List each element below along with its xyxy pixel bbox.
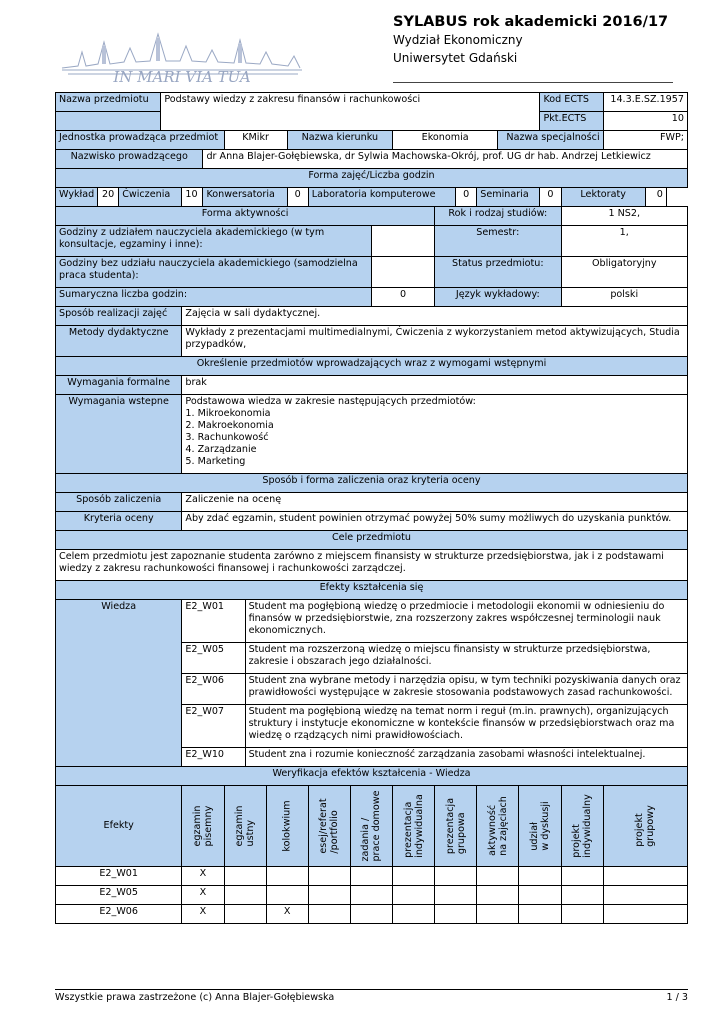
- ects-points: 10: [603, 112, 687, 131]
- verification-section-title: Weryfikacja efektów kształcenia - Wiedza: [56, 767, 688, 786]
- verification-mark: X: [266, 905, 308, 924]
- course-name-label-fill: [56, 112, 161, 131]
- verification-mark: [519, 886, 561, 905]
- verification-row: [56, 886, 688, 905]
- outcome-code: E2_W05: [182, 643, 245, 674]
- lecturers-label: Nazwisko prowadzącego: [56, 150, 203, 169]
- language-label: Język wykładowy:: [435, 288, 561, 307]
- verification-mark: [603, 867, 687, 886]
- method-header: projekt indywidualny: [561, 786, 603, 867]
- lecturers-value: dr Anna Blajer-Gołębiewska, dr Sylwia Machowska-Okrój, prof. UG dr hab. Andrzej Letkiewicz: [203, 150, 688, 169]
- formal-requirements-label: Wymagania formalne: [56, 376, 182, 395]
- method-header: aktywność na zajęciach: [477, 786, 519, 867]
- prerequisites-section-title: Określenie przedmiotów wprowadzających wraz z wymogami wstępnymi: [56, 357, 688, 376]
- lab-hours: 0: [456, 188, 477, 207]
- status-label: Status przedmiotu:: [435, 257, 561, 288]
- verification-mark: [519, 867, 561, 886]
- faculty-name: Wydział Ekonomiczny: [393, 33, 523, 47]
- self-study-value: [371, 257, 434, 288]
- major-label: Nazwa kierunku: [287, 131, 392, 150]
- seminar-hours: 0: [540, 188, 561, 207]
- method-header: zadania / prace domowe: [350, 786, 392, 867]
- verification-mark: [603, 886, 687, 905]
- study-year-label: Rok i rodzaj studiów:: [435, 207, 561, 226]
- verification-mark: X: [182, 886, 224, 905]
- syllabus-table: [55, 92, 688, 924]
- verification-mark: [350, 886, 392, 905]
- outcome-code: E2_W06: [182, 674, 245, 705]
- total-hours-value: 0: [371, 288, 434, 307]
- method-header: prezentacja grupowa: [435, 786, 477, 867]
- hours-section-title: Forma zajęć/Liczba godzin: [56, 169, 688, 188]
- ects-code: 14.3.E.SZ.1957: [603, 93, 687, 112]
- verification-mark: [477, 886, 519, 905]
- outcome-description: Student ma pogłębioną wiedzę na temat norm i reguł (m.in. prawnych), organizujących struktury i instytucje ekonomiczne w kontekście finansów w przedsiębiorstwach oraz ma wiedzę o rządzących nimi prawidłowościach.: [245, 705, 687, 748]
- criteria-label: Kryteria oceny: [56, 512, 182, 531]
- outcome-code: E2_W10: [182, 748, 245, 767]
- verification-mark: [561, 905, 603, 924]
- effects-header: Efekty: [56, 786, 182, 867]
- conversatory-hours: 0: [287, 188, 308, 207]
- verification-row: [56, 905, 688, 924]
- method-header: esej/referat /portfolio: [308, 786, 350, 867]
- study-year-value: 1 NS2,: [561, 207, 688, 226]
- course-name-label: Nazwa przedmiotu: [56, 93, 161, 112]
- didactic-methods-label: Metody dydaktyczne: [56, 326, 182, 357]
- unit-value: KMikr: [224, 131, 287, 150]
- lecture-label: Wykład: [56, 188, 98, 207]
- method-header: kolokwium: [266, 786, 308, 867]
- formal-requirements-value: brak: [182, 376, 688, 395]
- outcome-description: Student zna wybrane metody i narzędzia opisu, w tym techniki pozyskiwania danych oraz prawidłowości występujące w zakresie stosowania podstawowych zasad rachunkowości.: [245, 674, 687, 705]
- lectorate-hours: 0: [645, 188, 666, 207]
- unit-label: Jednostka prowadząca przedmiot: [56, 131, 225, 150]
- status-value: Obligatoryjny: [561, 257, 688, 288]
- lectorate-label: Lektoraty: [561, 188, 645, 207]
- method-header: egzamin ustny: [224, 786, 266, 867]
- verification-mark: [393, 867, 435, 886]
- self-study-label: Godziny bez udziału nauczyciela akademickiego (samodzielna praca studenta):: [56, 257, 372, 288]
- verification-mark: [393, 905, 435, 924]
- verification-mark: [561, 886, 603, 905]
- goals-text: Celem przedmiotu jest zapoznanie studenta zarówno z miejscem finansisty w strukturze przedsiębiorstwa, jak i z podstawami wiedzy z zakresu rachunkowości finansowej i rachunkowości zarządczej.: [56, 550, 688, 581]
- exercises-label: Ćwiczenia: [119, 188, 182, 207]
- verification-mark: X: [182, 867, 224, 886]
- verification-mark: [266, 886, 308, 905]
- assessment-section-title: Sposób i forma zaliczenia oraz kryteria oceny: [56, 474, 688, 493]
- verification-code: E2_W06: [56, 905, 182, 924]
- logo-motto: IN MARI VIA TUA: [113, 68, 251, 84]
- university-name: Uniwersytet Gdański: [393, 51, 518, 65]
- lecture-hours: 20: [98, 188, 119, 207]
- footer-copyright: Wszystkie prawa zastrzeżone (c) Anna Blajer-Gołębiewska: [55, 992, 335, 1003]
- contact-hours-value: [371, 226, 434, 257]
- initial-requirements-value: [182, 395, 688, 474]
- course-name: Podstawy wiedzy z zakresu finansów i rachunkowości: [161, 93, 540, 131]
- page-number: 1 / 3: [666, 992, 688, 1003]
- verification-row: [56, 867, 688, 886]
- prerequisite-item: 1. Mikroekonomia: [185, 408, 271, 419]
- goals-section-title: Cele przedmiotu: [56, 531, 688, 550]
- verification-mark: [435, 886, 477, 905]
- verification-mark: [435, 905, 477, 924]
- activity-form-label: Forma aktywności: [56, 207, 435, 226]
- verification-mark: [350, 867, 392, 886]
- outcome-code: E2_W07: [182, 705, 245, 748]
- specialty-value: FWP;: [603, 131, 687, 150]
- page-footer: [55, 989, 688, 1003]
- method-header: prezentacja indywidualna: [393, 786, 435, 867]
- verification-mark: [308, 905, 350, 924]
- total-hours-label: Sumaryczna liczba godzin:: [56, 288, 372, 307]
- verification-mark: [435, 867, 477, 886]
- outcome-category: Wiedza: [56, 600, 182, 767]
- outcome-description: Student ma pogłębioną wiedzę o przedmiocie i metodologii ekonomii w odniesieniu do finansów w przedsiębiorstwie, zna rozszerzony zakres współczesnej terminologii nauk ekonomicznych.: [245, 600, 687, 643]
- verification-mark: [308, 886, 350, 905]
- major-value: Ekonomia: [393, 131, 498, 150]
- verification-mark: [477, 867, 519, 886]
- initial-requirements-label: Wymagania wstepne: [56, 395, 182, 474]
- verification-code: E2_W05: [56, 886, 182, 905]
- ects-code-label: Kod ECTS: [540, 93, 603, 112]
- outcome-description: Student zna i rozumie konieczność zarządzania zasobami własności intelektualnej.: [245, 748, 687, 767]
- assessment-method-value: Zaliczenie na ocenę: [182, 493, 688, 512]
- contact-hours-label: Godziny z udziałem nauczyciela akademickiego (w tym konsultacje, egzaminy i inne):: [56, 226, 372, 257]
- verification-mark: [224, 867, 266, 886]
- specialty-label: Nazwa specjalności: [498, 131, 603, 150]
- prerequisite-item: 2. Makroekonomia: [185, 420, 274, 431]
- verification-mark: [477, 905, 519, 924]
- semester-value: 1,: [561, 226, 688, 257]
- initial-requirements-intro: Podstawowa wiedza w zakresie następujących przedmiotów:: [185, 396, 476, 407]
- seminar-label: Seminaria: [477, 188, 540, 207]
- outcomes-section-title: Efekty kształcenia się: [56, 581, 688, 600]
- lab-label: Laboratoria komputerowe: [308, 188, 455, 207]
- verification-mark: [224, 886, 266, 905]
- verification-mark: [519, 905, 561, 924]
- verification-mark: [603, 905, 687, 924]
- page-title: SYLABUS rok akademicki 2016/17: [393, 14, 669, 30]
- verification-mark: [393, 886, 435, 905]
- realization-value: Zajęcia w sali dydaktycznej.: [182, 307, 688, 326]
- outcome-description: Student ma rozszerzoną wiedzę o miejscu finansisty w strukturze przedsiębiorstwa, zakresie i obszarach jego działalności.: [245, 643, 687, 674]
- semester-label: Semestr:: [435, 226, 561, 257]
- university-logo: [58, 28, 306, 84]
- verification-mark: [266, 867, 308, 886]
- method-header: projekt grupowy: [603, 786, 687, 867]
- exercises-hours: 10: [182, 188, 203, 207]
- verification-mark: [308, 867, 350, 886]
- verification-code: E2_W01: [56, 867, 182, 886]
- didactic-methods-value: Wykłady z prezentacjami multimedialnymi, Ćwiczenia z wykorzystaniem metod aktywizujących, Studia przypadków,: [182, 326, 688, 357]
- ects-points-label: Pkt.ECTS: [540, 112, 603, 131]
- method-header: udział w dyskusji: [519, 786, 561, 867]
- prerequisite-item: 4. Zarządzanie: [185, 444, 257, 455]
- language-value: polski: [561, 288, 688, 307]
- conversatory-label: Konwersatoria: [203, 188, 287, 207]
- method-header: egzamin pisemny: [182, 786, 224, 867]
- realization-label: Sposób realizacji zajęć: [56, 307, 182, 326]
- prerequisite-item: 3. Rachunkowość: [185, 432, 269, 443]
- outcome-code: E2_W01: [182, 600, 245, 643]
- header-divider: [393, 82, 673, 83]
- verification-mark: [350, 905, 392, 924]
- verification-mark: [224, 905, 266, 924]
- assessment-method-label: Sposób zaliczenia: [56, 493, 182, 512]
- prerequisite-item: 5. Marketing: [185, 456, 246, 467]
- verification-mark: [561, 867, 603, 886]
- verification-mark: X: [182, 905, 224, 924]
- criteria-value: Aby zdać egzamin, student powinien otrzymać powyżej 50% sumy możliwych do uzyskania punktów.: [182, 512, 688, 531]
